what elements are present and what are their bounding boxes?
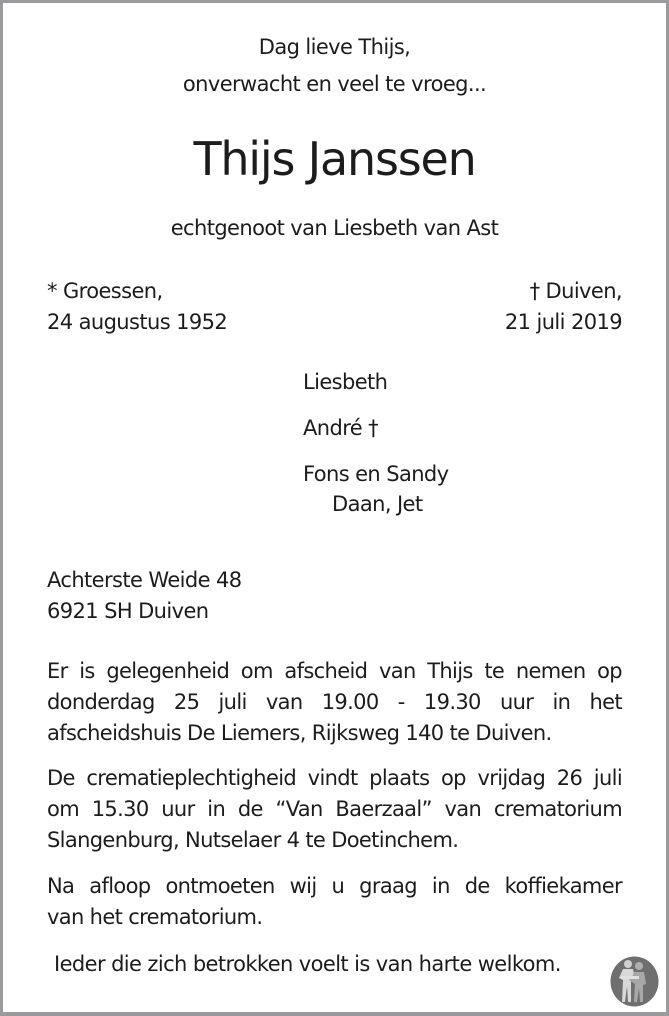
heading-line-1: Dag lieve Thijs, (258, 35, 411, 59)
family-member-liesbeth: Liesbeth (303, 370, 388, 394)
embracing-figures-logo-icon (609, 956, 660, 1007)
cremation-paragraph (47, 763, 622, 856)
cremation-line-2: om 15.30 uur in de “Van Baerzaal” van crematorium (47, 797, 622, 821)
cremation-line-1: De crematieplechtigheid vindt plaats op vrijdag 26 juli (47, 766, 622, 790)
address-street: Achterste Weide 48 (47, 568, 242, 592)
coffee-paragraph (47, 871, 622, 933)
birth-date: 24 augustus 1952 (47, 310, 228, 334)
death-place: † Duiven, (529, 279, 622, 303)
deceased-name: Thijs Janssen (193, 132, 476, 186)
family-member-andre: André † (303, 416, 379, 440)
welcome-line: Ieder die zich betrokken voelt is van harte welkom. (54, 952, 561, 976)
death-date: 21 juli 2019 (504, 310, 622, 334)
farewell-line-1: Er is gelegenheid om afscheid van Thijs te nemen op (47, 659, 622, 683)
spouse-line: echtgenoot van Liesbeth van Ast (170, 216, 499, 240)
family-member-grandchildren: Daan, Jet (332, 492, 423, 516)
birth-place: * Groessen, (47, 279, 163, 303)
coffee-line-1: Na afloop ontmoeten wij u graag in de koffiekamer (47, 874, 622, 898)
farewell-paragraph (47, 656, 622, 749)
coffee-line-2: van het crematorium. (47, 905, 263, 929)
address-city: 6921 SH Duiven (47, 599, 209, 623)
family-member-fons-sandy: Fons en Sandy (303, 462, 449, 486)
cremation-line-3: Slangenburg, Nutselaer 4 te Doetinchem. (47, 828, 459, 852)
heading-line-2: onverwacht en veel te vroeg... (182, 72, 487, 96)
farewell-line-2: donderdag 25 juli van 19.00 - 19.30 uur in het (47, 690, 622, 714)
farewell-line-3: afscheidshuis De Liemers, Rijksweg 140 te Duiven. (47, 721, 552, 745)
